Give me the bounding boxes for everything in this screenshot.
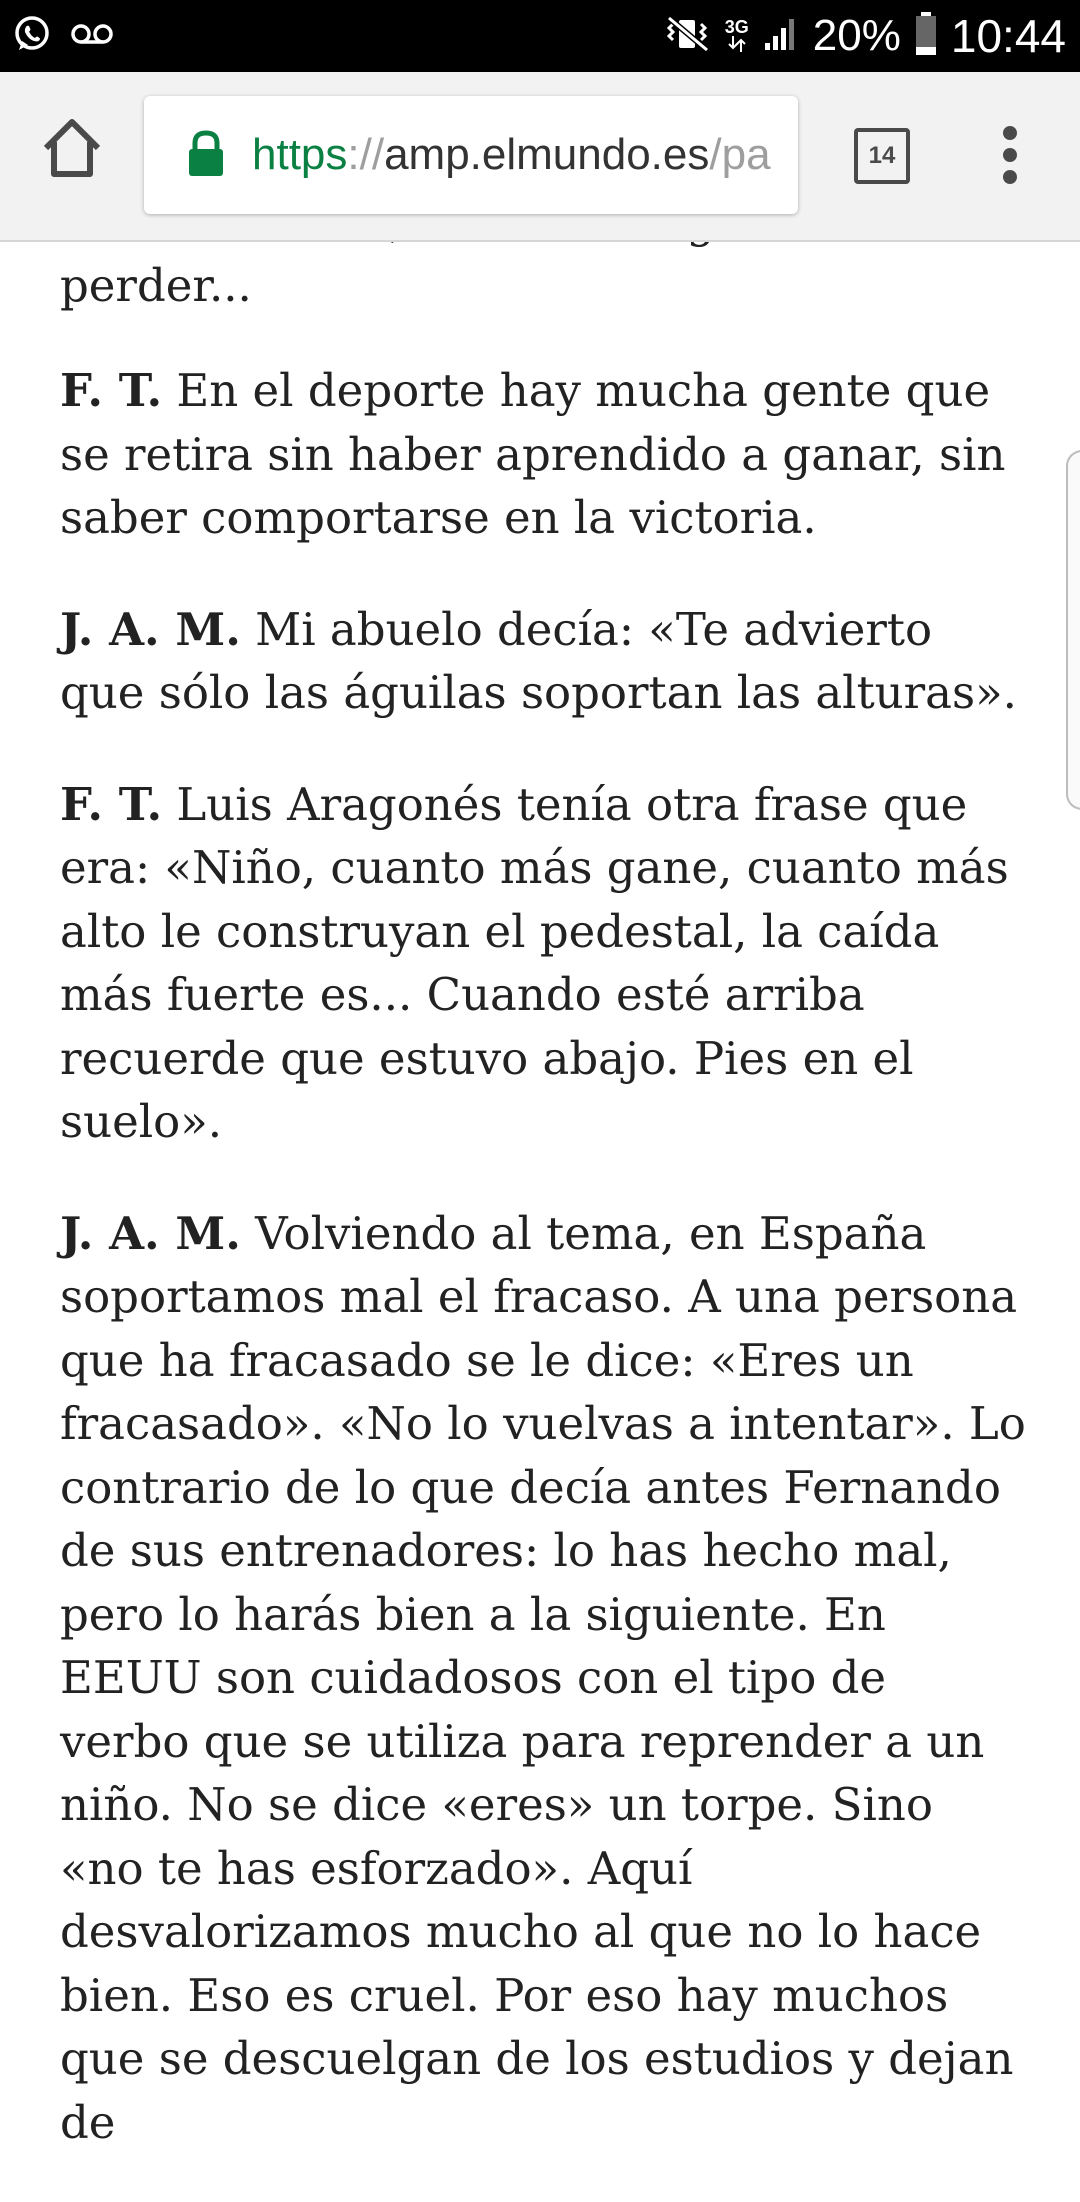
article-cut-line: perder... (60, 258, 252, 312)
network-3g-icon (725, 18, 749, 55)
article-paragraph (60, 598, 1026, 725)
url-path: /pa (709, 130, 771, 179)
speaker-initials: J. A. M. (60, 1206, 241, 1260)
overflow-menu-button[interactable] (990, 126, 1030, 186)
battery-percent: 20% (812, 11, 901, 60)
tab-switcher-button[interactable] (854, 128, 910, 184)
url-scheme: https (252, 130, 348, 179)
edge-panel-handle[interactable] (1066, 450, 1080, 810)
tab-count: 14 (868, 142, 896, 169)
article-paragraph (60, 773, 1026, 1154)
whatsapp-icon (12, 14, 52, 59)
lock-icon (186, 130, 226, 178)
vibrate-icon (665, 14, 711, 59)
paragraph-text: Luis Aragonés tenía otra frase que era: «Niño, cuanto más gane, cuanto más alto le construyan el pedestal, la caída más fuerte es... Cuando esté arriba recuerde que estuvo abajo. Pies en el suelo». (60, 777, 1009, 1148)
url-separator: :// (347, 130, 385, 179)
home-button[interactable] (36, 112, 108, 184)
signal-icon (763, 16, 799, 57)
url-text[interactable] (252, 129, 771, 181)
browser-toolbar (0, 72, 1080, 242)
status-bar (0, 0, 1080, 72)
menu-dot-icon (1003, 170, 1017, 184)
url-host: amp.elmundo.es (384, 130, 710, 179)
article-paragraph (60, 359, 1026, 550)
paragraph-text: Volviendo al tema, en España soportamos mal el fracaso. A una persona que ha fracasado se le dice: «Eres un fracasado». «No lo vuelvas a intentar». Lo contrario de lo que decía antes Fernando de sus entrenadores: lo has hecho mal, pero lo harás bien a la siguiente. En EEUU son cuidadosos con el tipo de verbo que se utiliza para reprender a un niño. No se dice «eres» un torpe. Sino «no te has esforzado». Aquí desvalorizamos mucho al que no lo hace bien. Eso es cruel. Por eso hay muchos que se descuelgan de los estudios y dejan de (60, 1206, 1026, 2149)
battery-icon (915, 12, 937, 61)
url-bar[interactable] (144, 96, 798, 214)
speaker-initials: F. T. (60, 777, 163, 831)
status-clock: 10:44 (950, 10, 1066, 62)
home-icon (36, 112, 108, 184)
article-body (60, 190, 1026, 2202)
speaker-initials: J. A. M. (60, 602, 241, 656)
article-paragraph (60, 1202, 1026, 2155)
paragraph-text: Mi abuelo decía: «Te advierto que sólo las águilas soportan las alturas». (60, 602, 1017, 719)
menu-dot-icon (1003, 148, 1017, 162)
menu-dot-icon (1003, 126, 1017, 140)
network-type-label: 3G (724, 16, 749, 37)
speaker-initials: F. T. (60, 364, 163, 417)
paragraph-text: En el deporte hay mucha gente que se retira sin haber aprendido a ganar, sin saber comportarse en la victoria. (60, 364, 1006, 544)
voicemail-icon (70, 22, 114, 51)
